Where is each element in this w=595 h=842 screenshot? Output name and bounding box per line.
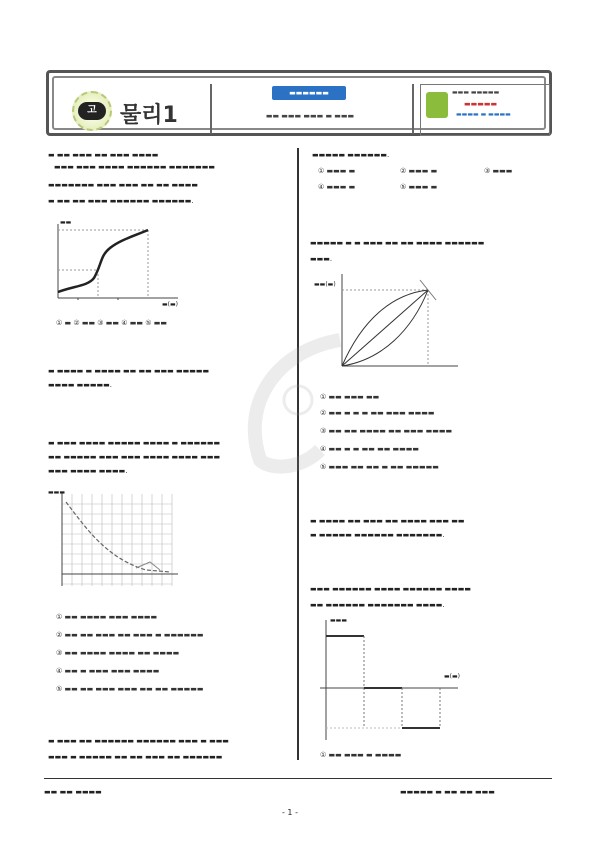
q1-line-2: ▬▬▬ ▬▬▬ ▬▬▬▬ ▬▬▬▬▬▬ ▬▬▬▬▬▬▬ [54,163,216,171]
q3-choice-3: ③ ▬▬ ▬▬▬▬ ▬▬▬▬ ▬▬ ▬▬▬▬ [56,649,180,657]
r-q3-line-2: ▬ ▬▬▬▬▬ ▬▬▬▬▬▬ ▬▬▬▬▬▬▬. [310,531,445,539]
q3-choice-1: ① ▬▬ ▬▬▬▬ ▬▬▬ ▬▬▬▬ [56,613,158,621]
r1-choice-3: ③ ▬▬▬ [484,167,513,175]
brand-line-3: ▬▬▬▬ ▬ ▬▬▬▬ [456,111,511,118]
q3-choice-2: ② ▬▬ ▬▬ ▬▬▬ ▬▬ ▬▬▬ ▬ ▬▬▬▬▬▬ [56,631,204,639]
footer-rule [44,778,552,779]
r1-choice-4: ④ ▬▬▬ ▬ [318,183,356,191]
subject-title: 물리1 [120,103,178,128]
r-q4-line-2: ▬▬ ▬▬▬▬▬▬ ▬▬▬▬▬▬▬ ▬▬▬▬. [310,601,445,609]
r1-choice-1: ① ▬▬▬ ▬ [318,167,356,175]
q3-line-1: ▬ ▬▬▬ ▬▬▬▬ ▬▬▬▬▬ ▬▬▬▬ ▬ ▬▬▬▬▬▬ [48,439,221,447]
brand-line-2: ▬▬▬▬▬ [464,100,498,108]
grade-badge: 고 [78,102,106,120]
r1-choice-2: ② ▬▬▬ ▬ [400,167,438,175]
q1-line-3: ▬▬▬▬▬▬▬ ▬▬▬ ▬▬▬ ▬▬ ▬▬ ▬▬▬▬ [48,181,199,189]
q3-line-2: ▬▬ ▬▬▬▬▬ ▬▬▬ ▬▬▬ ▬▬▬▬ ▬▬▬▬ ▬▬▬ [48,453,221,461]
page-number: - 1 - [282,808,298,817]
r-q4-choice-1: ① ▬▬ ▬▬▬ ▬ ▬▬▬▬ [320,751,402,759]
r-q3-line-1: ▬ ▬▬▬▬ ▬▬ ▬▬▬ ▬▬ ▬▬▬▬ ▬▬▬ ▬▬ [310,517,465,525]
r-q4-graph [312,616,462,746]
r-q2-axis-label: ▬▬(▬) [314,281,336,288]
r-q4-x-label: ▬(▬) [444,673,461,680]
q1-line-1: ▬ ▬▬ ▬▬▬ ▬▬ ▬▬▬ ▬▬▬▬ [48,151,159,159]
r-q2-choice-1: ① ▬▬ ▬▬▬ ▬▬ [320,393,380,401]
q2-line-2: ▬▬▬▬ ▬▬▬▬▬. [48,381,112,389]
r-q2-choice-5: ⑤ ▬▬▬ ▬▬ ▬▬ ▬ ▬▬ ▬▬▬▬▬ [320,463,439,471]
unit-title: ▬▬ ▬▬▬ ▬▬▬ ▬ ▬▬▬ [265,112,355,120]
r-q4-line-1: ▬▬▬ ▬▬▬▬▬▬ ▬▬▬▬ ▬▬▬▬▬▬ ▬▬▬▬ [310,585,472,593]
q1-line-4: ▬ ▬▬ ▬▬ ▬▬▬ ▬▬▬▬▬▬ ▬▬▬▬▬▬. [48,197,194,205]
q1-x-label: ▬(▬) [162,301,179,308]
q3-choice-4: ④ ▬▬ ▬ ▬▬▬ ▬▬▬ ▬▬▬▬ [56,667,160,675]
q4-line-1: ▬ ▬▬▬ ▬▬ ▬▬▬▬▬▬ ▬▬▬▬▬▬ ▬▬▬ ▬ ▬▬▬ [48,737,229,745]
brand-line-1: ▬▬▬ ▬▬▬▬▬ [452,89,500,96]
r-q2-line-1: ▬▬▬▬▬ ▬ ▬ ▬▬▬ ▬▬ ▬▬ ▬▬▬▬ ▬▬▬▬▬▬ [310,239,485,247]
q3-choice-5: ⑤ ▬▬ ▬▬ ▬▬▬ ▬▬▬ ▬▬ ▬▬ ▬▬▬▬▬ [56,685,204,693]
r-q2-choice-2: ② ▬▬ ▬ ▬ ▬ ▬▬ ▬▬▬ ▬▬▬▬ [320,409,435,417]
r-q2-choice-4: ④ ▬▬ ▬ ▬ ▬▬ ▬▬ ▬▬▬▬ [320,445,419,453]
r1-line: ▬▬▬▬▬ ▬▬▬▬▬▬. [312,151,390,159]
footer-right-text: ▬▬▬▬▬ ▬ ▬▬ ▬▬ ▬▬▬ [400,788,495,796]
footer-left-text: ▬▬ ▬▬ ▬▬▬▬ [44,788,102,796]
q3-line-3: ▬▬▬ ▬▬▬▬ ▬▬▬▬. [48,467,128,475]
header-box [46,70,552,136]
q2-line-1: ▬ ▬▬▬▬ ▬ ▬▬▬▬ ▬▬ ▬▬ ▬▬▬ ▬▬▬▬▬ [48,367,210,375]
unit-pill: ▬▬▬▬▬▬ [272,86,346,100]
r-q2-choice-3: ③ ▬▬ ▬▬ ▬▬▬▬ ▬▬ ▬▬▬ ▬▬▬▬ [320,427,453,435]
brand-logo-icon [426,92,448,118]
header-inner-frame [52,76,546,130]
q3-axis-label: ▬▬▬ [48,489,66,496]
q1-choices: ① ▬ ② ▬▬ ③ ▬▬ ④ ▬▬ ⑤ ▬▬ [56,319,167,327]
q4-line-2: ▬▬▬ ▬ ▬▬▬▬▬ ▬▬ ▬▬ ▬▬▬ ▬▬ ▬▬▬▬▬▬ [48,753,223,761]
q1-axis-label: ▬▬ [60,219,72,226]
r-q4-y-label: ▬▬▬ [330,617,348,624]
q1-graph [44,220,184,310]
r-q2-line-2: ▬▬▬. [310,255,333,263]
r1-choice-5: ⑤ ▬▬▬ ▬ [400,183,438,191]
q3-graph [46,488,186,596]
